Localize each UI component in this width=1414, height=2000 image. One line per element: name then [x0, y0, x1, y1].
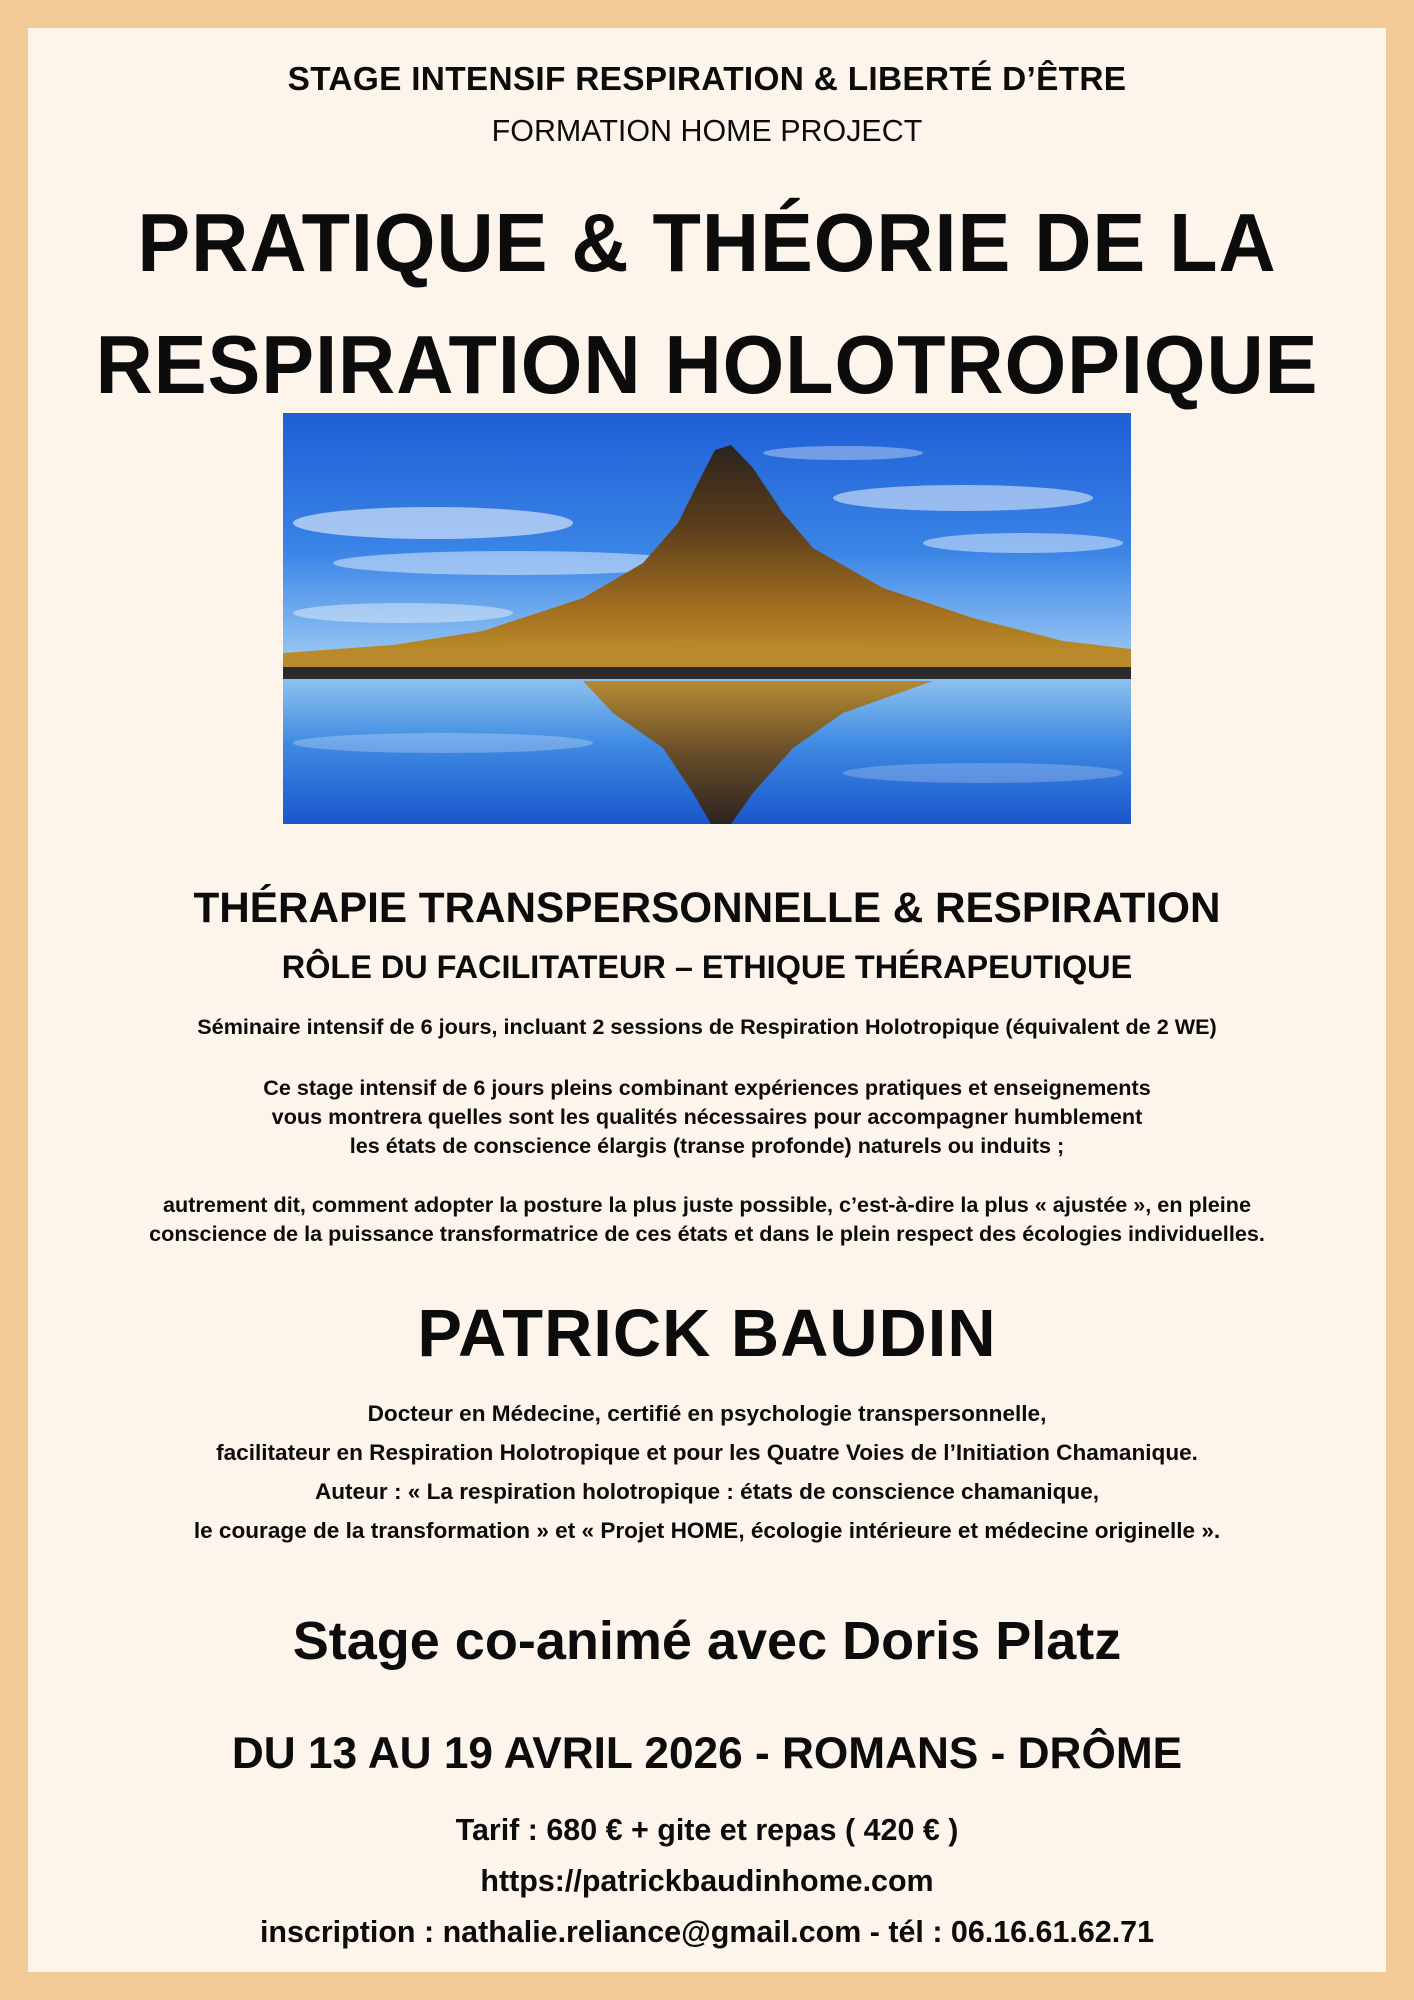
description-line: Ce stage intensif de 6 jours pleins combinant expériences pratiques et enseignements [263, 1075, 1151, 1100]
mountain-photo [283, 413, 1131, 824]
subtitle-line-1: THÉRAPIE TRANSPERSONNELLE & RESPIRATION [193, 884, 1221, 931]
program-name: FORMATION HOME PROJECT [491, 114, 923, 148]
subtitle-line-2: RÔLE DU FACILITATEUR – ETHIQUE THÉRAPEUTIQUE [281, 949, 1133, 985]
description-line: conscience de la puissance transformatrice de ces états et dans le plein respect des écologies individuelles. [149, 1221, 1265, 1246]
poster [28, 28, 1386, 1972]
website-link[interactable]: https://patrickbaudinhome.com [480, 1864, 934, 1898]
seminar-summary: Séminaire intensif de 6 jours, incluant 2 sessions de Respiration Holotropique (équivalent de 2 WE) [197, 1014, 1217, 1039]
description-line: autrement dit, comment adopter la posture la plus juste possible, c’est-à-dire la plus « ajustée », en pleine [163, 1192, 1251, 1217]
description-line: vous montrera quelles sont les qualités nécessaires pour accompagner humblement [271, 1104, 1143, 1129]
co-host: Stage co-animé avec Doris Platz [292, 1611, 1122, 1671]
main-title-line-2: RESPIRATION HOLOTROPIQUE [95, 319, 1319, 411]
main-title-line-1: PRATIQUE & THÉORIE DE LA [137, 197, 1277, 289]
bio-line: facilitateur en Respiration Holotropique et pour les Quatre Voies de l’Initiation Chamanique. [216, 1440, 1198, 1465]
description-line: les états de conscience élargis (transe profonde) naturels ou induits ; [349, 1133, 1065, 1158]
dates-location: DU 13 AU 19 AVRIL 2026 - ROMANS - DRÔME [231, 1729, 1183, 1778]
bio-line: le courage de la transformation » et « Projet HOME, écologie intérieure et médecine originelle ». [193, 1518, 1221, 1543]
facilitator-name: PATRICK BAUDIN [417, 1297, 997, 1371]
contact-info[interactable]: inscription : nathalie.reliance@gmail.com - tél : 06.16.61.62.71 [259, 1915, 1155, 1949]
price: Tarif : 680 € + gite et repas ( 420 € ) [455, 1813, 959, 1847]
bio-line: Auteur : « La respiration holotropique : états de conscience chamanique, [314, 1479, 1100, 1504]
bio-line: Docteur en Médecine, certifié en psychologie transpersonnelle, [367, 1401, 1047, 1426]
kicker: STAGE INTENSIF RESPIRATION & LIBERTÉ D’ÊTRE [287, 61, 1127, 98]
